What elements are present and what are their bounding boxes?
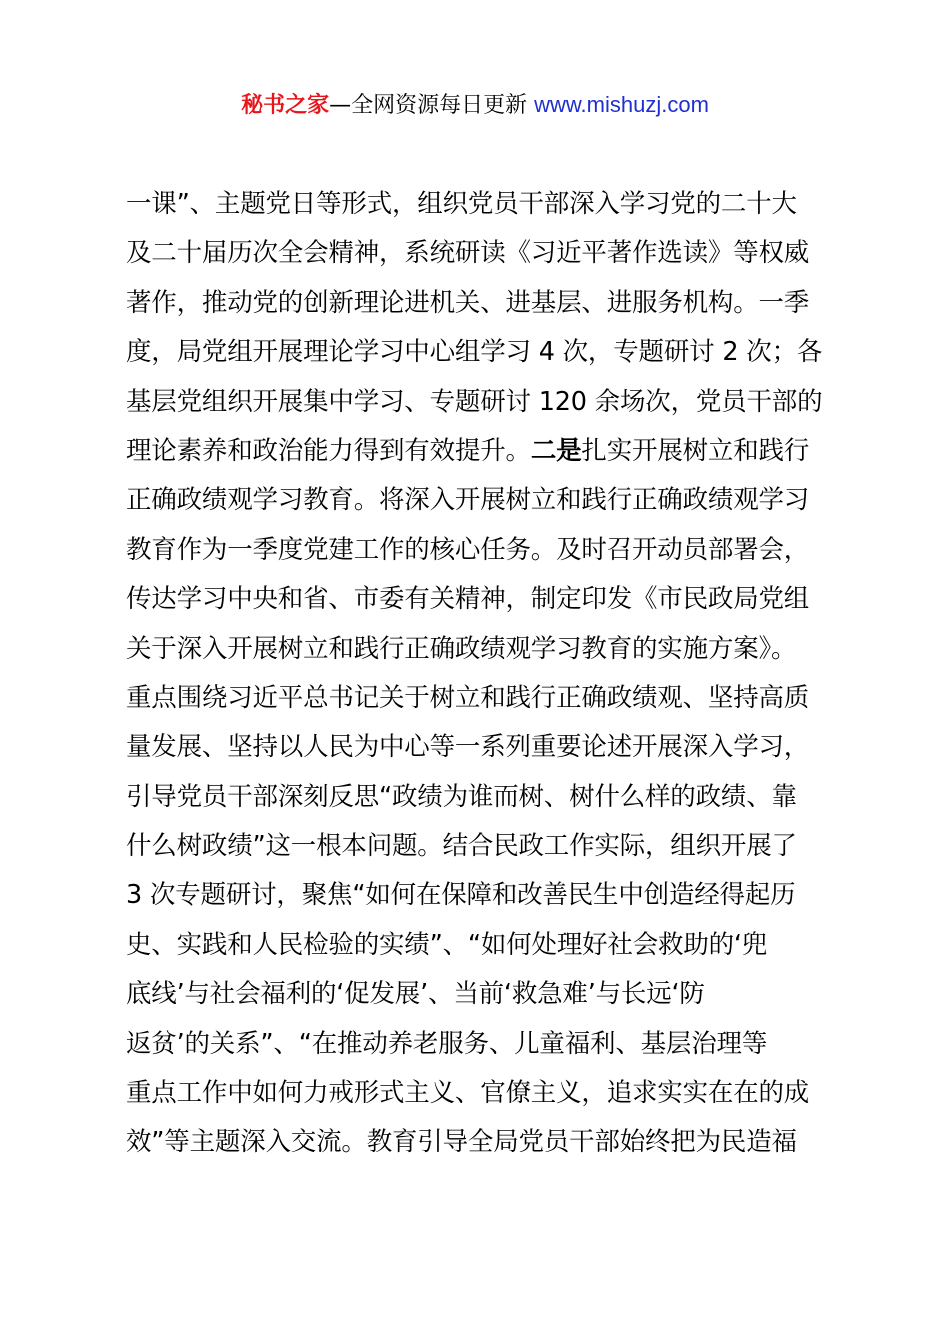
text-line: 3 次专题研讨，聚焦“如何在保障和改善民生中创造经得起历 — [126, 880, 796, 911]
text-segment: 扎实开展树立和践行 — [581, 435, 810, 466]
text-line: 重点围绕习近平总书记关于树立和践行正确政绩观、坚持高质 — [126, 682, 810, 713]
text-line: 效”等主题深入交流。教育引导全局党员干部始终把为民造福 — [126, 1127, 797, 1158]
text-line: 返贫’的关系”、“在推动养老服务、儿童福利、基层治理等 — [126, 1028, 768, 1059]
text-line: 引导党员干部深刻反思“政绩为谁而树、树什么样的政绩、靠 — [126, 781, 797, 812]
text-line: 重点工作中如何力戒形式主义、官僚主义，追求实实在在的成 — [126, 1078, 810, 1109]
site-header — [0, 88, 950, 123]
text-line: 关于深入开展树立和践行正确政绩观学习教育的实施方案》。 — [126, 633, 797, 664]
text-line: 著作，推动党的创新理论进机关、进基层、进服务机构。一季 — [126, 287, 810, 318]
text-segment: 理论素养和政治能力得到有效提升。 — [126, 435, 531, 466]
text-line: 一课”、主题党日等形式，组织党员干部深入学习党的二十大 — [126, 189, 797, 219]
text-line: 基层党组织开展集中学习、专题研讨 120 余场次，党员干部的 — [126, 386, 823, 417]
site-brand: 秘书之家 — [241, 93, 330, 118]
point-two-heading: 二是 — [530, 435, 582, 466]
text-line: 什么树政绩”这一根本问题。结合民政工作实际，组织开展了 — [126, 831, 797, 862]
site-url-link[interactable]: www.mishuzj.com — [534, 92, 709, 117]
site-tagline: —全网资源每日更新 — [329, 93, 535, 118]
text-line: 正确政绩观学习教育。将深入开展树立和践行正确政绩观学习 — [126, 485, 810, 516]
text-line: 量发展、坚持以人民为中心等一系列重要论述开展深入学习， — [126, 732, 810, 763]
text-line: 及二十届历次全会精神，系统研读《习近平著作选读》等权威 — [126, 238, 810, 269]
text-line: 传达学习中央和省、市委有关精神，制定印发《市民政局党组 — [126, 584, 810, 615]
text-line: 教育作为一季度党建工作的核心任务。及时召开动员部署会， — [126, 534, 810, 565]
text-line: 度，局党组开展理论学习中心组学习 4 次，专题研讨 2 次；各 — [126, 337, 823, 368]
text-line — [126, 427, 836, 476]
text-line: 底线’与社会福利的‘促发展’、当前‘救急难’与长远‘防 — [126, 979, 705, 1010]
text-line: 史、实践和人民检验的实绩”、“如何处理好社会救助的‘兜 — [126, 929, 768, 960]
document-body — [126, 180, 836, 1168]
